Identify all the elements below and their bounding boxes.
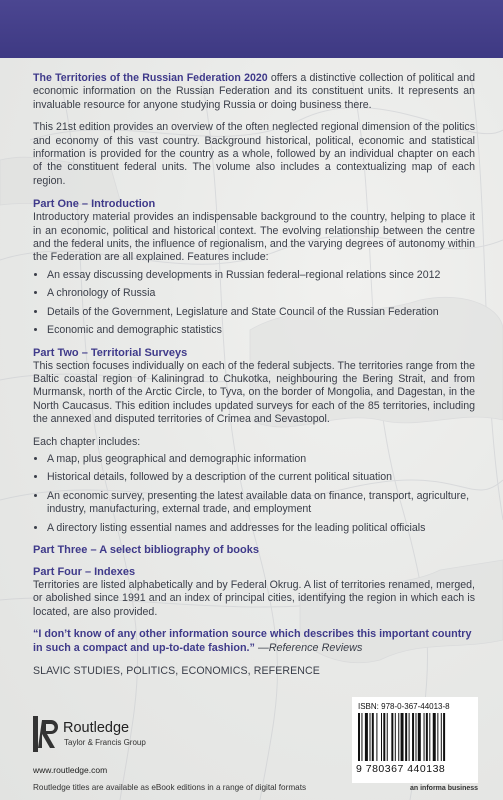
list-item: • A chronology of Russia — [47, 287, 475, 300]
publisher-url[interactable]: www.routledge.com — [33, 765, 108, 775]
barcode-panel — [352, 697, 478, 783]
barcode-stripe — [416, 713, 417, 761]
barcode-stripe — [433, 713, 436, 761]
blurb-content — [33, 72, 475, 679]
barcode-stripe — [365, 713, 368, 761]
part-two-heading: Part Two – Territorial Surveys — [33, 346, 188, 359]
part-two-body: This section focuses individually on each of the federal subjects. The territories range from the Baltic coastal region of Kaliningrad to Chukotka, neighbouring the Bering Strait, and from Murmansk, north of the Arctic Circle, to Tyva, on the border of Mongolia, and Dagestan, in the North Caucasus. This edition includes updated surveys for each of the 85 territories, including the annexed and disputed territories of Crimea and Sevastopol. — [33, 359, 475, 426]
informa-tagline: an informa business — [410, 785, 479, 792]
intro-paragraph — [33, 72, 475, 112]
barcode-stripe — [437, 713, 438, 761]
barcode-stripe — [370, 713, 371, 761]
book-title: The Territories of the Russian Federation 2020 — [33, 72, 268, 84]
barcode-stripe — [429, 713, 430, 761]
publisher-block — [33, 710, 253, 760]
barcode-stripe — [361, 713, 362, 761]
list-item: • Details of the Government, Legislature and State Council of the Russian Federation — [47, 306, 475, 319]
list-item: • Economic and demographic statistics — [47, 324, 475, 337]
publisher-name: Routledge — [63, 720, 130, 736]
list-item: • Historical details, followed by a description of the current political situation — [47, 471, 475, 484]
quote-attribution: —Reference Reviews — [254, 641, 363, 654]
quote-text: “I don’t know of any other information source which describes this important country in such a compact and up-to-date fashion.” — [33, 628, 472, 654]
ebook-footnote: Routledge titles are available as eBook editions in a range of digital formats — [33, 783, 307, 792]
list-item: • An essay discussing developments in Russian federal–regional relations since 2012 — [47, 269, 475, 282]
list-item: • A directory listing essential names and addresses for the leading political officials — [47, 522, 475, 535]
isbn-text: ISBN: 978-0-367-44013-8 — [358, 702, 450, 711]
routledge-logo-icon — [33, 716, 61, 752]
each-chapter-label: Each chapter includes: — [33, 435, 141, 448]
barcode-stripe — [372, 713, 374, 761]
part-one-body: Introductory material provides an indispensable background to the country, helping to place it in an economic, political and historical context. The evolving relationship between the centre and the federal units, the influence of regionalism, and the varying degrees of autonomy within the Federation are all explained. Features include: — [33, 211, 475, 264]
barcode-stripe — [443, 713, 445, 761]
list-item: • An economic survey, presenting the latest available data on finance, transport, agriculture, industry, manufacturing, external trade, and employment — [47, 490, 475, 517]
barcode-stripe — [376, 713, 377, 761]
publisher-group: Taylor & Francis Group — [64, 738, 146, 747]
part-two-list — [33, 453, 475, 535]
barcode-stripe — [418, 713, 421, 761]
barcode-stripe — [391, 713, 393, 761]
barcode-stripe — [426, 713, 428, 761]
edition-paragraph: This 21st edition provides an overview of the often neglected regional dimension of the politics and economy of this vast country. Background historical, political, economic and statistical information is provided for the country as a whole, followed by an individual chapter on each of the constituent federal units. The volume also includes a contextualizing map of each region. — [33, 121, 475, 187]
barcode-stripe — [412, 713, 414, 761]
barcode-stripe — [358, 713, 360, 761]
barcode-stripe — [424, 713, 425, 761]
review-quote — [33, 628, 475, 655]
barcode-stripe — [405, 713, 407, 761]
barcode-stripe — [381, 713, 382, 761]
barcode-stripe — [387, 713, 388, 761]
barcode-stripe — [383, 713, 385, 761]
barcode-stripe — [398, 713, 399, 761]
barcode-stripe — [395, 713, 396, 761]
part-four-heading: Part Four – Indexes — [33, 565, 136, 578]
subject-categories: SLAVIC STUDIES, POLITICS, ECONOMICS, REFERENCE — [33, 665, 320, 678]
barcode-graphic — [358, 713, 472, 761]
part-three-heading: Part Three – A select bibliography of books — [33, 543, 259, 556]
top-color-band — [0, 0, 503, 58]
barcode-stripe — [441, 713, 442, 761]
barcode-stripe — [409, 713, 410, 761]
intro-text: offers a distinctive collection of political and economic information on the Russian Federation and its constituent units. It represents an invaluable resource for anyone studying Russia or doing business there. — [33, 72, 475, 111]
barcode-stripe — [401, 713, 404, 761]
list-item: • A map, plus geographical and demographic information — [47, 453, 475, 466]
part-four-body: Territories are listed alphabetically and by Federal Okrug. A list of territories renamed, merged, or abolished since 1991 and an index of principal cities, identifying the region in which each is located, are also provided. — [33, 578, 475, 618]
part-one-heading: Part One – Introduction — [33, 198, 156, 211]
part-one-list — [33, 269, 475, 338]
barcode-digits: 9 780367 440138 — [356, 763, 446, 775]
